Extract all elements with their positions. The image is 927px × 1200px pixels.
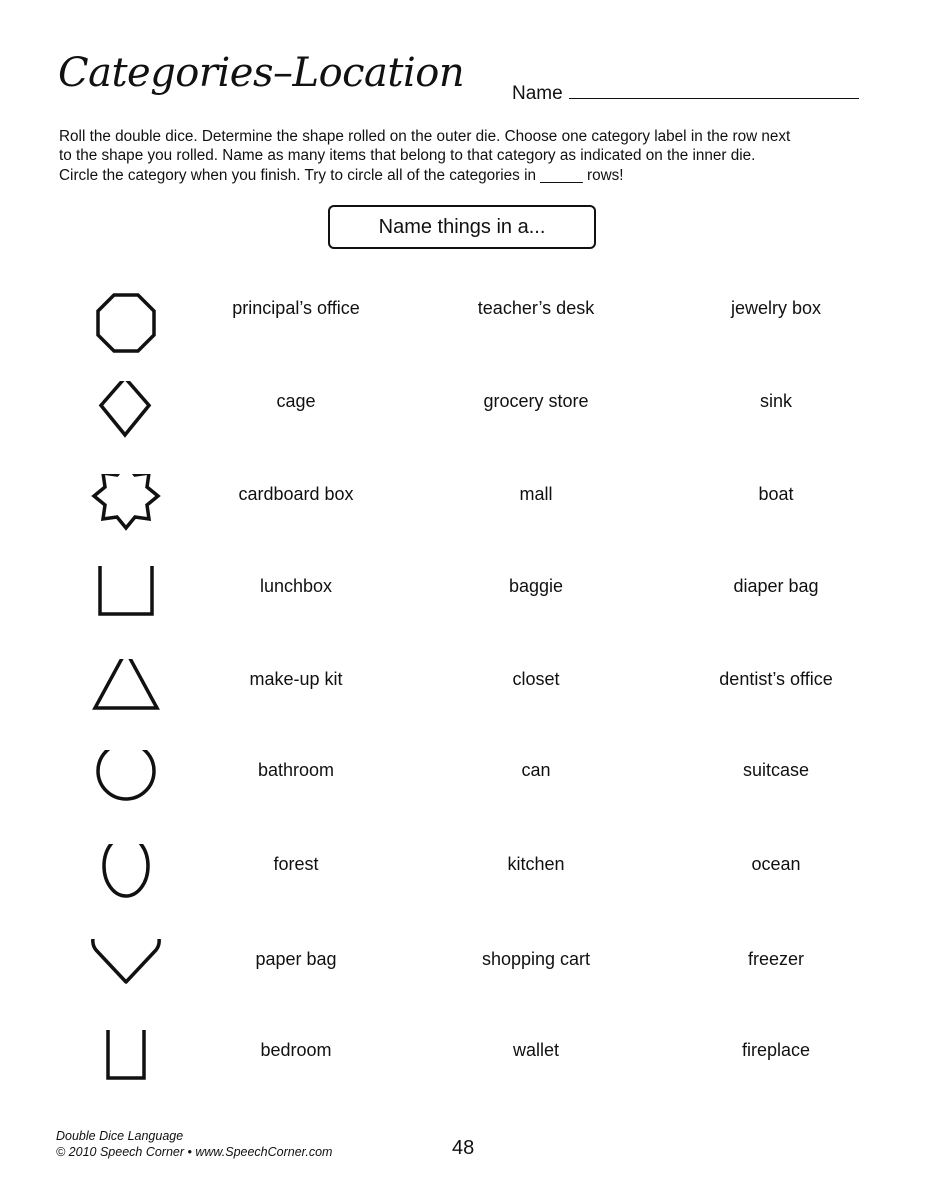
diamond-icon: [86, 381, 166, 457]
circle-icon: [86, 750, 166, 826]
name-field[interactable]: [512, 80, 859, 105]
octagon-icon: [86, 288, 166, 364]
category-item[interactable]: forest: [273, 854, 319, 874]
category-item[interactable]: cage: [276, 391, 316, 411]
category-row: [0, 574, 927, 634]
category-item[interactable]: fireplace: [741, 1040, 811, 1060]
category-item[interactable]: lunchbox: [259, 576, 333, 596]
category-item[interactable]: suitcase: [742, 760, 810, 780]
triangle-icon: [86, 659, 166, 735]
category-item[interactable]: bathroom: [257, 760, 335, 780]
footer-copyright: © 2010 Speech Corner • www.SpeechCorner.com: [56, 1145, 333, 1159]
oval-icon: [86, 844, 166, 920]
category-item[interactable]: ocean: [751, 854, 801, 874]
instructions-line: Circle the category when you finish. Try to circle all of the categories in _____ rows!: [59, 166, 624, 184]
category-item[interactable]: jewelry box: [730, 298, 822, 318]
category-item[interactable]: closet: [512, 669, 560, 689]
category-item[interactable]: boat: [758, 484, 794, 504]
page-number: 48: [452, 1137, 475, 1159]
category-item[interactable]: diaper bag: [733, 576, 819, 596]
category-item[interactable]: freezer: [747, 949, 805, 969]
category-item[interactable]: paper bag: [255, 949, 337, 969]
prompt-box: [328, 205, 596, 249]
category-item[interactable]: mall: [519, 484, 553, 504]
prompt-text: Name things in a...: [378, 215, 546, 238]
category-item[interactable]: cardboard box: [238, 484, 354, 504]
instructions-line: to the shape you rolled. Name as many items that belong to that category as indicated on the inner die.: [59, 147, 756, 165]
category-item[interactable]: make-up kit: [249, 669, 343, 689]
category-item[interactable]: can: [521, 760, 551, 780]
category-row: [0, 852, 927, 912]
category-item[interactable]: grocery store: [483, 391, 589, 411]
category-item[interactable]: dentist’s office: [719, 669, 833, 689]
category-row: [0, 1038, 927, 1098]
square-icon: [86, 566, 166, 642]
category-row: [0, 667, 927, 727]
category-item[interactable]: baggie: [508, 576, 564, 596]
category-item[interactable]: principal’s office: [232, 298, 360, 318]
name-blank-line: [569, 80, 859, 99]
category-item[interactable]: shopping cart: [481, 949, 591, 969]
category-item[interactable]: bedroom: [260, 1040, 332, 1060]
category-row: [0, 389, 927, 449]
category-row: [0, 296, 927, 356]
category-item[interactable]: teacher’s desk: [477, 298, 595, 318]
page-title: Categories–Location: [58, 50, 465, 96]
category-item[interactable]: kitchen: [507, 854, 565, 874]
category-row: [0, 947, 927, 1007]
instructions-line: Roll the double dice. Determine the shape rolled on the outer die. Choose one category label in the row next: [59, 128, 791, 145]
category-item[interactable]: sink: [759, 391, 792, 411]
category-row: [0, 482, 927, 542]
name-label: Name: [512, 83, 563, 104]
category-row: [0, 758, 927, 818]
category-item[interactable]: wallet: [512, 1040, 560, 1060]
heart-icon: [86, 939, 166, 1015]
rectangle-icon: [86, 1030, 166, 1106]
footer-credits: [56, 1128, 332, 1160]
instructions: [59, 127, 879, 185]
footer-book-title: Double Dice Language: [56, 1129, 184, 1143]
star-icon: [86, 474, 166, 550]
